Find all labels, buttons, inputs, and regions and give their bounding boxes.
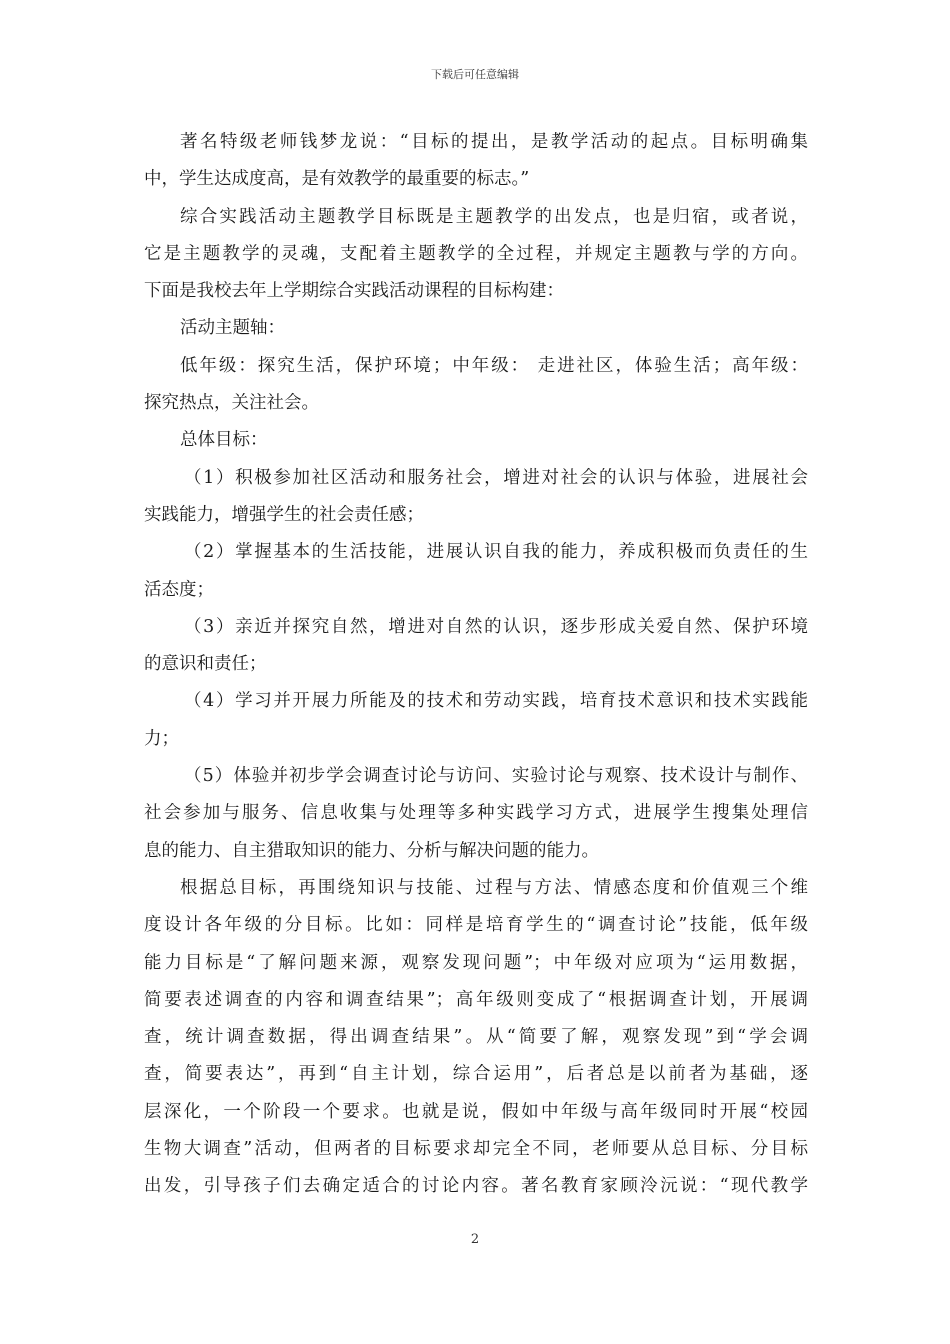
page-number: 2 — [470, 1232, 480, 1247]
paragraph-line: 查，简要表达”，再到“自主计划，综合运用”，后者总是以前者为基础，逐 — [144, 1064, 808, 1085]
paragraph-line: 活动主题轴： — [180, 318, 285, 339]
paragraph-line: 总体目标： — [180, 430, 268, 451]
paragraph-line: 力； — [144, 728, 179, 749]
paragraph-line: 低年级：探究生活，保护环境；中年级： 走进社区，体验生活；高年级： — [180, 355, 808, 376]
paragraph-line: 综合实践活动主题教学目标既是主题教学的出发点，也是归宿，或者说， — [180, 206, 808, 227]
paragraph-line: （4）学习并开展力所能及的技术和劳动实践，培育技术意识和技术实践能 — [184, 691, 808, 712]
paragraph-line: 能力目标是“了解问题来源，观察发现问题”；中年级对应项为“运用数据， — [144, 952, 808, 973]
paragraph-line: 简要表述调查的内容和调查结果”；高年级则变成了“根据调查计划，开展调 — [144, 989, 808, 1010]
paragraph-line: 下面是我校去年上学期综合实践活动课程的目标构建： — [144, 281, 564, 302]
paragraph-line: 的意识和责任； — [144, 654, 267, 675]
paragraph-line: （2）掌握基本的生活技能，进展认识自我的能力，养成积极而负责任的生 — [184, 542, 808, 563]
paragraph-line: 度设计各年级的分目标。比如：同样是培育学生的“调查讨论”技能，低年级 — [144, 915, 808, 936]
paragraph-line: 实践能力，增强学生的社会责任感； — [144, 504, 424, 525]
paragraph-line: 探究热点，关注社会。 — [144, 393, 319, 414]
body-text — [144, 124, 808, 1206]
paragraph-line: 著名特级老师钱梦龙说：“目标的提出，是教学活动的起点。目标明确集 — [180, 132, 808, 152]
page-header: 下载后可任意编辑 — [431, 68, 519, 81]
paragraph-line: 活态度； — [144, 579, 214, 600]
paragraph-line: （5）体验并初步学会调查讨论与访问、实验讨论与观察、技术设计与制作、 — [184, 766, 808, 787]
paragraph-line: 层深化，一个阶段一个要求。也就是说，假如中年级与高年级同时开展“校园 — [144, 1101, 808, 1122]
paragraph-line: 它是主题教学的灵魂，支配着主题教学的全过程，并规定主题教与学的方向。 — [144, 243, 808, 264]
paragraph-line: 出发，引导孩子们去确定适合的讨论内容。著名教育家顾泠沅说：“现代教学 — [144, 1176, 808, 1197]
paragraph-line: （3）亲近并探究自然，增进对自然的认识，逐步形成关爱自然、保护环境 — [184, 616, 808, 637]
paragraph-line: 社会参加与服务、信息收集与处理等多种实践学习方式，进展学生搜集处理信 — [144, 803, 808, 824]
paragraph-line: 息的能力、自主猎取知识的能力、分析与解决问题的能力。 — [144, 840, 599, 861]
paragraph-line: 根据总目标，再围绕知识与技能、过程与方法、情感态度和价值观三个维 — [180, 877, 808, 898]
paragraph-line: 中，学生达成度高，是有效教学的最重要的标志。” — [144, 169, 530, 190]
paragraph-line: 查，统计调查数据，得出调查结果”。从“简要了解，观察发现”到“学会调 — [144, 1027, 808, 1048]
paragraph-line: （1）积极参加社区活动和服务社会，增进对社会的认识与体验，进展社会 — [184, 467, 808, 488]
paragraph-line: 生物大调查”活动，但两者的目标要求却完全不同，老师要从总目标、分目标 — [144, 1139, 808, 1160]
